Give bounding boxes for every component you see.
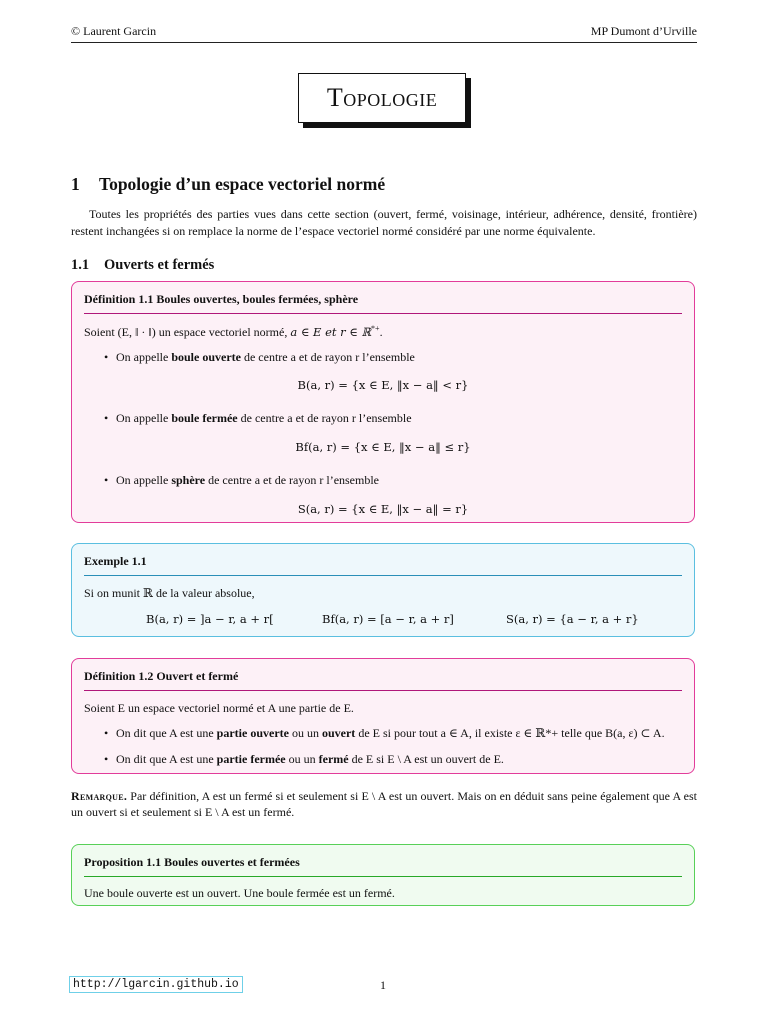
formula-closed-ball: Bf(a, r) = {x ∈ E, ‖x − a‖ ≤ r} bbox=[295, 440, 471, 454]
definition-title: Définition 1.2 Ouvert et fermé bbox=[84, 669, 239, 683]
definition-title: Définition 1.1 Boules ouvertes, boules fermées, sphère bbox=[84, 292, 359, 306]
example-title: Exemple 1.1 bbox=[84, 554, 147, 568]
definition-item: • On dit que A est une partie ouverte ou un ouvert de E si pour tout a ∈ A, il existe ε ∈ ℝ*+ telle que B(a, ε) ⊂ A. bbox=[104, 726, 665, 740]
bullet-icon: • bbox=[104, 752, 109, 766]
section-intro: Toutes les propriétés des parties vues dans cette section (ouvert, fermé, voisinage, intérieur, adhérence, densité, frontière) restent inchangées si on remplace la norme de l’espace vectoriel normé considéré par une norme équivalente. bbox=[71, 207, 697, 238]
example-formula-closed: Bf(a, r) = [a − r, a + r] bbox=[322, 612, 454, 626]
section-title: Topologie d’un espace vectoriel normé bbox=[99, 174, 386, 194]
bullet-icon: • bbox=[104, 473, 109, 487]
definition-item: • On appelle sphère de centre a et de rayon r l’ensemble bbox=[104, 473, 380, 487]
remark-text: Par définition, A est un fermé si et seulement si E \ A est un ouvert. Mais on en déduit sans peine également que A est un ouvert si et seulement si E \ A est un fermé. bbox=[71, 789, 697, 819]
bullet-icon: • bbox=[104, 350, 109, 364]
definition-divider bbox=[84, 690, 682, 691]
proposition-text: Une boule ouverte est un ouvert. Une boule fermée est un fermé. bbox=[84, 886, 395, 900]
footer-website-link[interactable]: http://lgarcin.github.io bbox=[69, 976, 243, 993]
document-title-box bbox=[298, 73, 466, 123]
proposition-divider bbox=[84, 876, 682, 877]
bullet-icon: • bbox=[104, 726, 109, 740]
formula-open-ball: B(a, r) = {x ∈ E, ‖x − a‖ < r} bbox=[297, 378, 469, 392]
definition-box-2 bbox=[71, 658, 695, 774]
remark-lead: Remarque. bbox=[71, 789, 128, 803]
definition-item: • On appelle boule fermée de centre a et de rayon r l’ensemble bbox=[104, 411, 412, 425]
definition-item: • On appelle boule ouverte de centre a et de rayon r l’ensemble bbox=[104, 350, 415, 364]
example-box-1 bbox=[71, 543, 695, 637]
example-formula-sphere: S(a, r) = {a − r, a + r} bbox=[506, 612, 639, 626]
formula-sphere: S(a, r) = {x ∈ E, ‖x − a‖ = r} bbox=[297, 502, 469, 516]
subsection-title: Ouverts et fermés bbox=[104, 257, 215, 273]
example-divider bbox=[84, 575, 682, 576]
remark-paragraph bbox=[71, 788, 697, 820]
definition-box-1 bbox=[71, 281, 695, 523]
page-number: 1 bbox=[380, 978, 386, 992]
definition-intro: Soient (E, ‖ · ‖) un espace vectoriel normé, a ∈ E et r ∈ ℝ*+. bbox=[84, 324, 383, 339]
subsection-heading bbox=[71, 257, 214, 274]
page-header bbox=[71, 24, 697, 43]
header-author: © Laurent Garcin bbox=[71, 24, 157, 38]
document-title: Topologie bbox=[326, 83, 438, 112]
definition-item: • On dit que A est une partie fermée ou un fermé de E si E \ A est un ouvert de E. bbox=[104, 752, 504, 766]
example-formula-open: B(a, r) = ]a − r, a + r[ bbox=[146, 612, 274, 626]
section-heading bbox=[71, 174, 385, 195]
subsection-number: 1.1 bbox=[71, 257, 90, 273]
header-school: MP Dumont d’Urville bbox=[590, 24, 697, 38]
section-number: 1 bbox=[71, 174, 80, 194]
definition-intro: Soient E un espace vectoriel normé et A une partie de E. bbox=[84, 701, 354, 715]
proposition-box-1 bbox=[71, 844, 695, 906]
definition-divider bbox=[84, 313, 682, 314]
bullet-icon: • bbox=[104, 411, 109, 425]
proposition-title: Proposition 1.1 Boules ouvertes et fermées bbox=[84, 855, 300, 869]
example-intro: Si on munit ℝ de la valeur absolue, bbox=[84, 586, 255, 600]
